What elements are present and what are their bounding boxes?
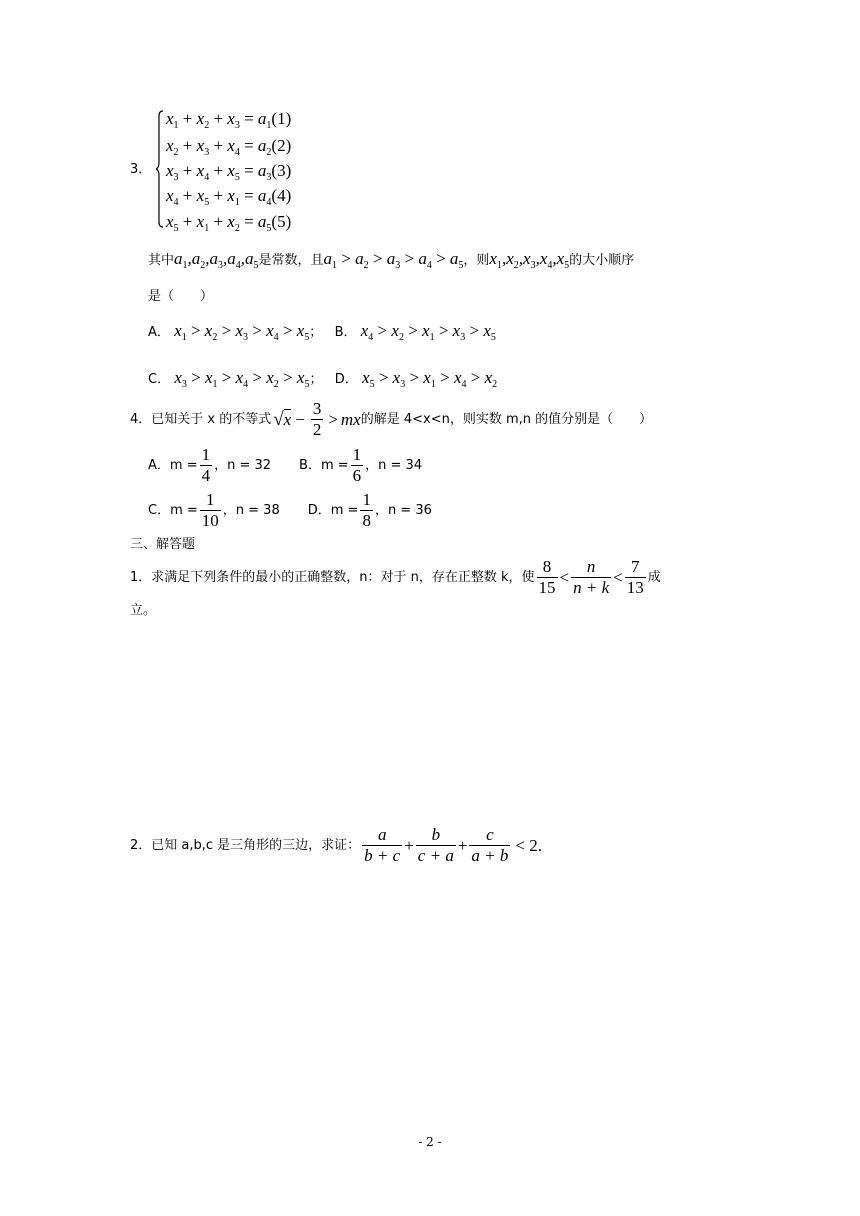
- q3-stem-line2: 是（ ）: [148, 289, 214, 304]
- s2-stem: 2．已知 a,b,c 是三角形的三边，求证： $\frac{a}{b + c}$ + $\frac{b}{c + a}$ + $\frac{c}{a + b}$ < 2.: [130, 825, 542, 865]
- page-number: - 2 -: [418, 1135, 442, 1149]
- q4-options-row2: C．m = $\frac{1}{10}$ ，n = 38 D．m = $\frac{1}{8}$ ，n = 36: [148, 490, 432, 530]
- left-brace-icon: [156, 110, 164, 228]
- q3-number: 3．: [130, 162, 152, 177]
- q3-equation-4: $x_4 + x_5 + x_1 = a_4(4)$: [166, 186, 292, 208]
- q4-stem: 4．已知关于 x 的不等式 √x − $\frac{3}{2}$ > mx 的解是 4<x<n，则实数 m,n 的值分别是（ ）: [130, 399, 653, 439]
- q3-options-row2: C． $x_3 > x_1 > x_4 > x_2 > x_5$； D． $x_5 > x_3 > x_1 > x_4 > x_2$: [148, 368, 498, 390]
- q3-options-row1: A． $x_1 > x_2 > x_3 > x_4 > x_5$； B． $x_4 > x_2 > x_1 > x_3 > x_5$: [148, 321, 496, 343]
- s1-stem: 1．求满足下列条件的最小的正确整数，n：对于 n，存在正整数 k，使 $\frac{8}{15}$ < $\frac{n}{n + k}$ < $\frac{7}{13}$ 成: [130, 557, 661, 597]
- q3-equation-3: $x_3 + x_4 + x_5 = a_3(3)$: [166, 161, 292, 183]
- q3-equation-2: $x_2 + x_3 + x_4 = a_2(2)$: [166, 136, 292, 158]
- q4-options-row1: A．m = $\frac{1}{4}$ ，n = 32 B．m = $\frac{1}{6}$ ，n = 34: [148, 445, 423, 485]
- q3-equation-1: $x_1 + x_2 + x_3 = a_1(1)$: [166, 109, 292, 131]
- q3-stem-line1: 其中$a_1,a_2,a_3,a_4,a_5$是常数，且$a_1 > a_2 > a_3 > a_4 > a_5$，则$x_1,x_2,x_3,x_4,x_5$的大小顺序: [148, 249, 635, 271]
- section-title: 三、解答题: [130, 537, 196, 552]
- q4-fraction: $\frac{3}{2}$: [312, 399, 322, 439]
- s1-line2: 立。: [130, 603, 157, 618]
- q3-equation-5: $x_5 + x_1 + x_2 = a_5(5)$: [166, 212, 292, 234]
